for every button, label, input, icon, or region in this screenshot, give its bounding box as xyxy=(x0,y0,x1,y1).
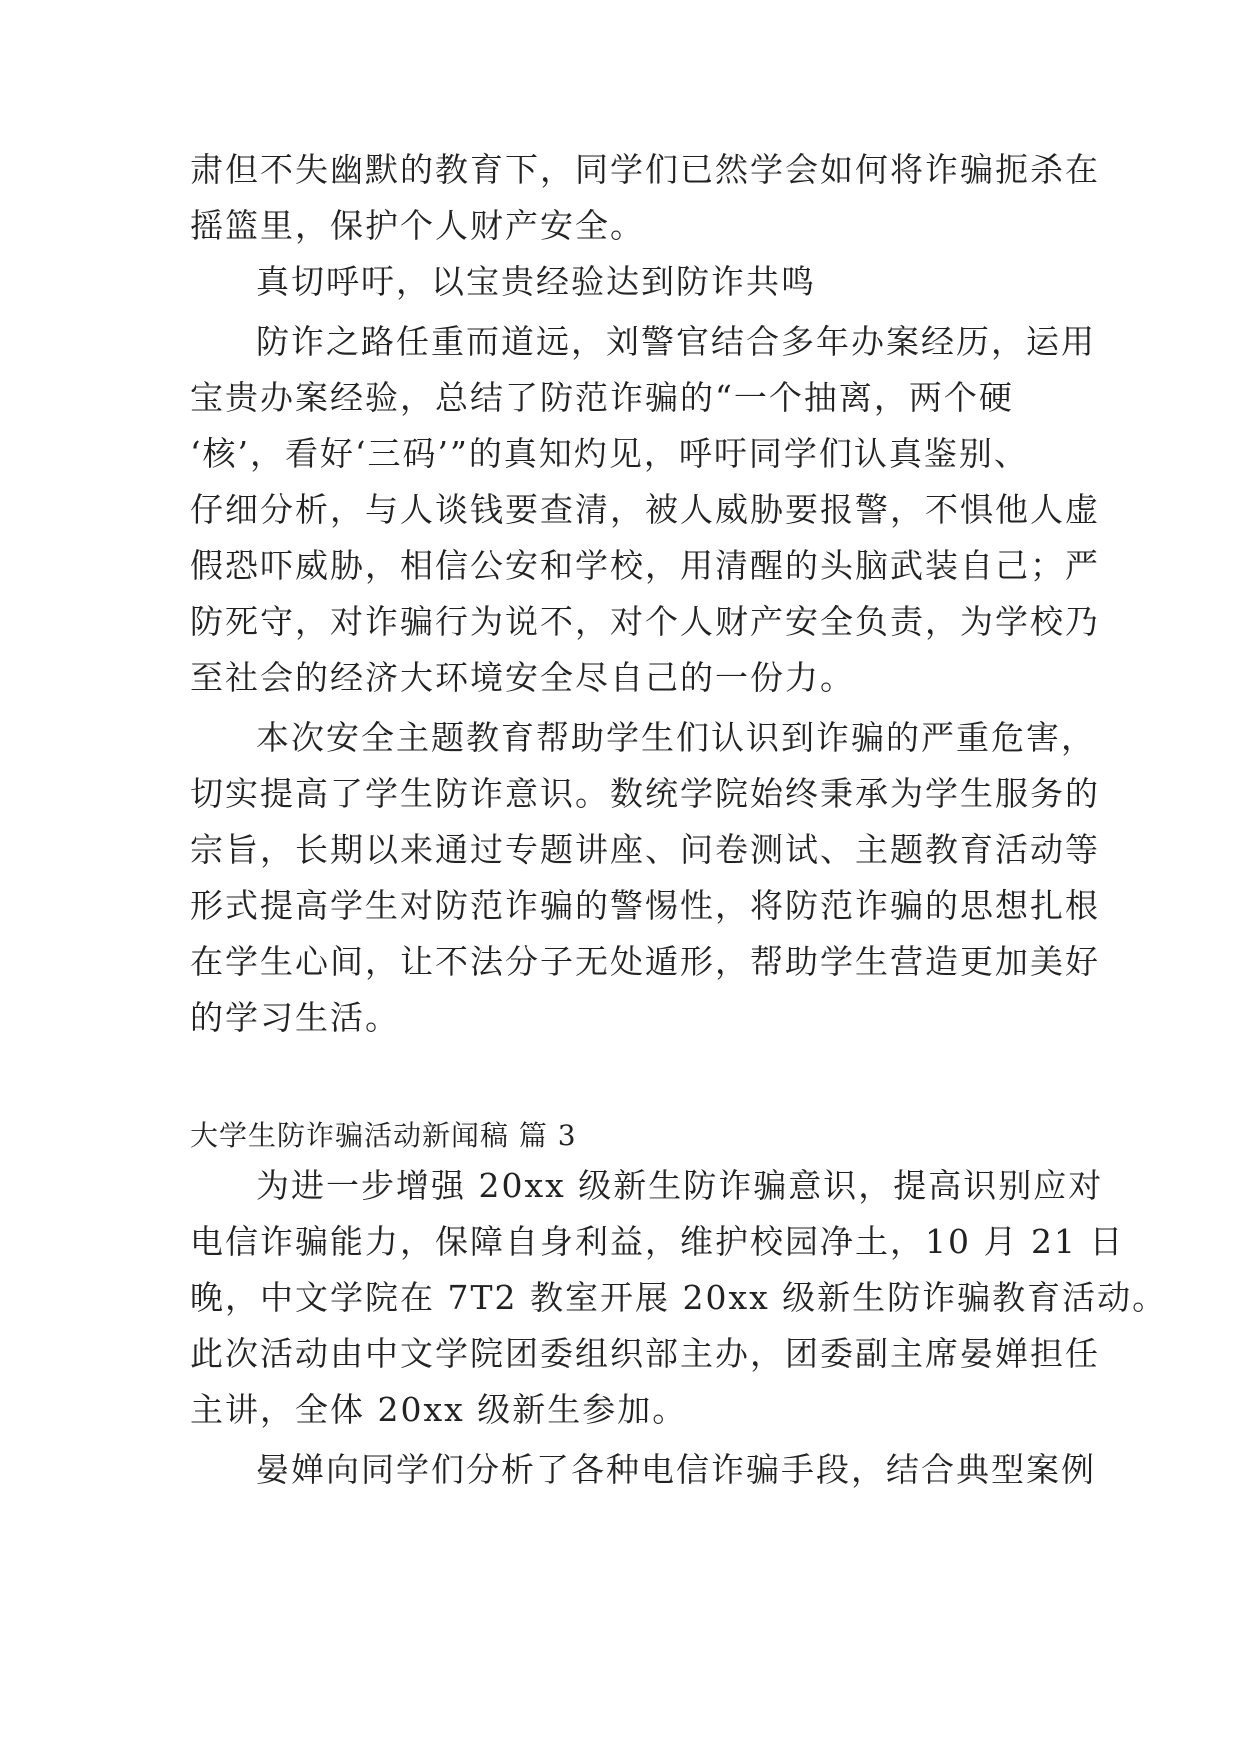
section-title: 大学生防诈骗活动新闻稿 篇 3 xyxy=(190,1119,577,1152)
text-line: 假恐吓威胁，相信公安和学校，用清醒的头脑武装自己；严 xyxy=(190,546,1100,585)
text-line: 此次活动由中文学院团委组织部主办，团委副主席晏婵担任 xyxy=(190,1334,1100,1373)
text-line: 为进一步增强 20xx 级新生防诈骗意识，提高识别应对 xyxy=(256,1166,1104,1205)
text-line: 防死守，对诈骗行为说不，对个人财产安全负责，为学校乃 xyxy=(190,602,1100,641)
text-line: 主讲，全体 20xx 级新生参加。 xyxy=(190,1390,688,1429)
text-line: 的学习生活。 xyxy=(190,998,400,1037)
text-line: 电信诈骗能力，保障自身利益，维护校园净土，10 月 21 日 xyxy=(190,1222,1125,1261)
text-line: 在学生心间，让不法分子无处遁形，帮助学生营造更加美好 xyxy=(190,942,1100,981)
subheading: 真切呼吁，以宝贵经验达到防诈共鸣 xyxy=(256,262,816,301)
text-line: 切实提高了学生防诈意识。数统学院始终秉承为学生服务的 xyxy=(190,774,1100,813)
text-line: 仔细分析，与人谈钱要查清，被人威胁要报警，不惧他人虚 xyxy=(190,490,1100,529)
text-line: 至社会的经济大环境安全尽自己的一份力。 xyxy=(190,658,855,697)
text-line: ‘核’，看好‘三码’”的真知灼见，呼吁同学们认真鉴别、 xyxy=(190,434,1029,473)
text-line: 晏婵向同学们分析了各种电信诈骗手段，结合典型案例 xyxy=(256,1450,1096,1489)
text-line: 本次安全主题教育帮助学生们认识到诈骗的严重危害， xyxy=(256,718,1096,757)
text-line: 摇篮里，保护个人财产安全。 xyxy=(190,206,645,245)
text-line: 形式提高学生对防范诈骗的警惕性，将防范诈骗的思想扎根 xyxy=(190,886,1100,925)
text-line: 晚，中文学院在 7T2 教室开展 20xx 级新生防诈骗教育活动。 xyxy=(190,1278,1168,1317)
text-line: 防诈之路任重而道远，刘警官结合多年办案经历，运用 xyxy=(256,322,1096,361)
text-line: 宝贵办案经验，总结了防范诈骗的“一个抽离，两个硬 xyxy=(190,378,1014,417)
text-line: 肃但不失幽默的教育下，同学们已然学会如何将诈骗扼杀在 xyxy=(190,150,1100,189)
text-line: 宗旨，长期以来通过专题讲座、问卷测试、主题教育活动等 xyxy=(190,830,1100,869)
